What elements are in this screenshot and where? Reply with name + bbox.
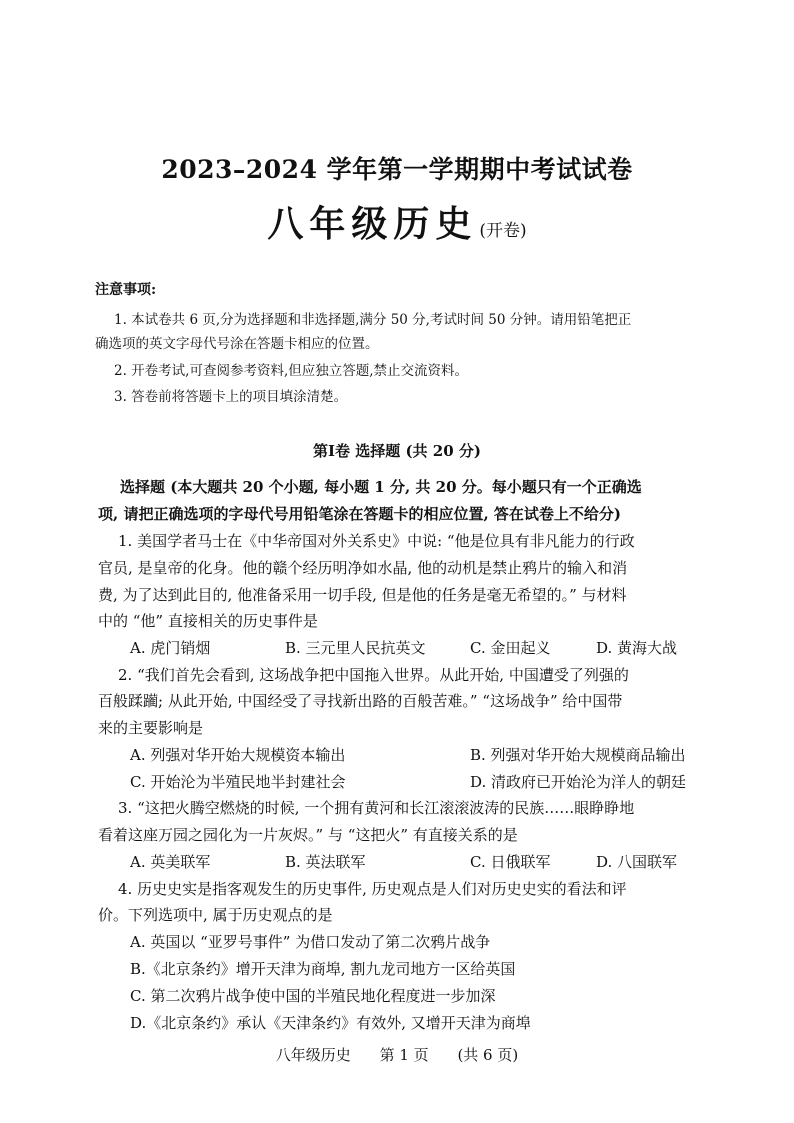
footer-page-number: 第 1 页 [379, 1046, 429, 1064]
question-4-text: 价。下列选项中, 属于历史观点的是 [98, 906, 333, 924]
question-1-text: 费, 为了达到此目的, 他准备采用一切手段, 但是他的任务是毫无希望的。” 与材料 [98, 586, 627, 604]
page-footer [0, 1044, 794, 1065]
notice-item: 确选项的英文字母代号涂在答题卡相应的位置。 [95, 336, 379, 352]
question-2-option-b: B. 列强对华开始大规模商品输出 [470, 746, 686, 764]
question-2-option-a: A. 列强对华开始大规模资本输出 [130, 746, 346, 764]
question-2-option-d: D. 清政府已开始沦为洋人的朝廷 [470, 773, 687, 791]
question-3-option-d: D. 八国联军 [596, 853, 678, 871]
instructions-line: 选择题 (本大题共 20 个小题, 每小题 1 分, 共 20 分。每小题只有一个正确选 [120, 478, 642, 496]
question-1-option-d: D. 黄海大战 [596, 639, 678, 657]
question-3-text: 看着这座万园之园化为一片灰烬。” 与 “这把火” 有直接关系的是 [98, 826, 518, 844]
question-3-option-c: C. 日俄联军 [470, 853, 551, 871]
question-3-option-b: B. 英法联军 [285, 853, 366, 871]
notice-item: 1. 本试卷共 6 页,分为选择题和非选择题,满分 50 分,考试时间 50 分钟。请用铅笔把正 [114, 312, 632, 328]
question-1-option-b: B. 三元里人民抗英文 [285, 639, 426, 657]
question-1-text: 1. 美国学者马士在《中华帝国对外关系史》中说: “他是位具有非凡能力的行政 [118, 532, 635, 550]
question-4-option-a: A. 英国以 “亚罗号事件” 为借口发动了第二次鸦片战争 [130, 933, 491, 951]
subject-name: 八年级历史 [267, 203, 478, 245]
question-4-option-d: D.《北京条约》承认《天津条约》有效外, 又增开天津为商埠 [130, 1014, 531, 1032]
question-2-option-c: C. 开始沦为半殖民地半封建社会 [130, 773, 346, 791]
exam-title: 2023–2024 学年第一学期期中考试试卷 [161, 155, 633, 184]
question-2-text: 来的主要影响是 [98, 719, 204, 737]
question-1-option-a: A. 虎门销烟 [130, 639, 211, 657]
footer-subject: 八年级历史 [275, 1046, 351, 1064]
question-3-option-a: A. 英美联军 [130, 853, 211, 871]
question-3-text: 3. “这把火腾空燃烧的时候, 一个拥有黄河和长江滚滚波涛的民族……眼睁睁地 [118, 799, 635, 817]
notice-item: 2. 开卷考试,可查阅参考资料,但应独立答题,禁止交流资料。 [114, 363, 469, 379]
subject-title [0, 196, 794, 247]
section-title: 第Ⅰ卷 选择题 (共 20 分) [313, 442, 481, 460]
notice-item: 3. 答卷前将答题卡上的项目填涂清楚。 [114, 389, 348, 405]
question-2-text: 2. “我们首先会看到, 这场战争把中国拖入世界。从此开始, 中国遭受了列强的 [118, 666, 629, 684]
exam-type: (开卷) [479, 221, 527, 241]
question-1-option-c: C. 金田起义 [470, 639, 551, 657]
footer-total-pages: (共 6 页) [457, 1046, 519, 1064]
question-4-option-c: C. 第二次鸦片战争使中国的半殖民地化程度进一步加深 [130, 987, 496, 1005]
question-2-text: 百般蹂躏; 从此开始, 中国经受了寻找新出路的百般苦难。” “这场战争” 给中国带 [98, 692, 623, 710]
notice-heading: 注意事项: [95, 282, 157, 298]
question-4-text: 4. 历史史实是指客观发生的历史事件, 历史观点是人们对历史史实的看法和评 [118, 880, 627, 898]
question-1-text: 官员, 是皇帝的化身。他的赣个经历明净如水晶, 他的动机是禁止鸦片的输入和消 [98, 559, 628, 577]
question-4-option-b: B.《北京条约》增开天津为商埠, 割九龙司地方一区给英国 [130, 960, 516, 978]
instructions-line: 项, 请把正确选项的字母代号用铅笔涂在答题卡的相应位置, 答在试卷上不给分) [98, 505, 621, 523]
question-1-text: 中的 “他” 直接相关的历史事件是 [98, 612, 318, 630]
